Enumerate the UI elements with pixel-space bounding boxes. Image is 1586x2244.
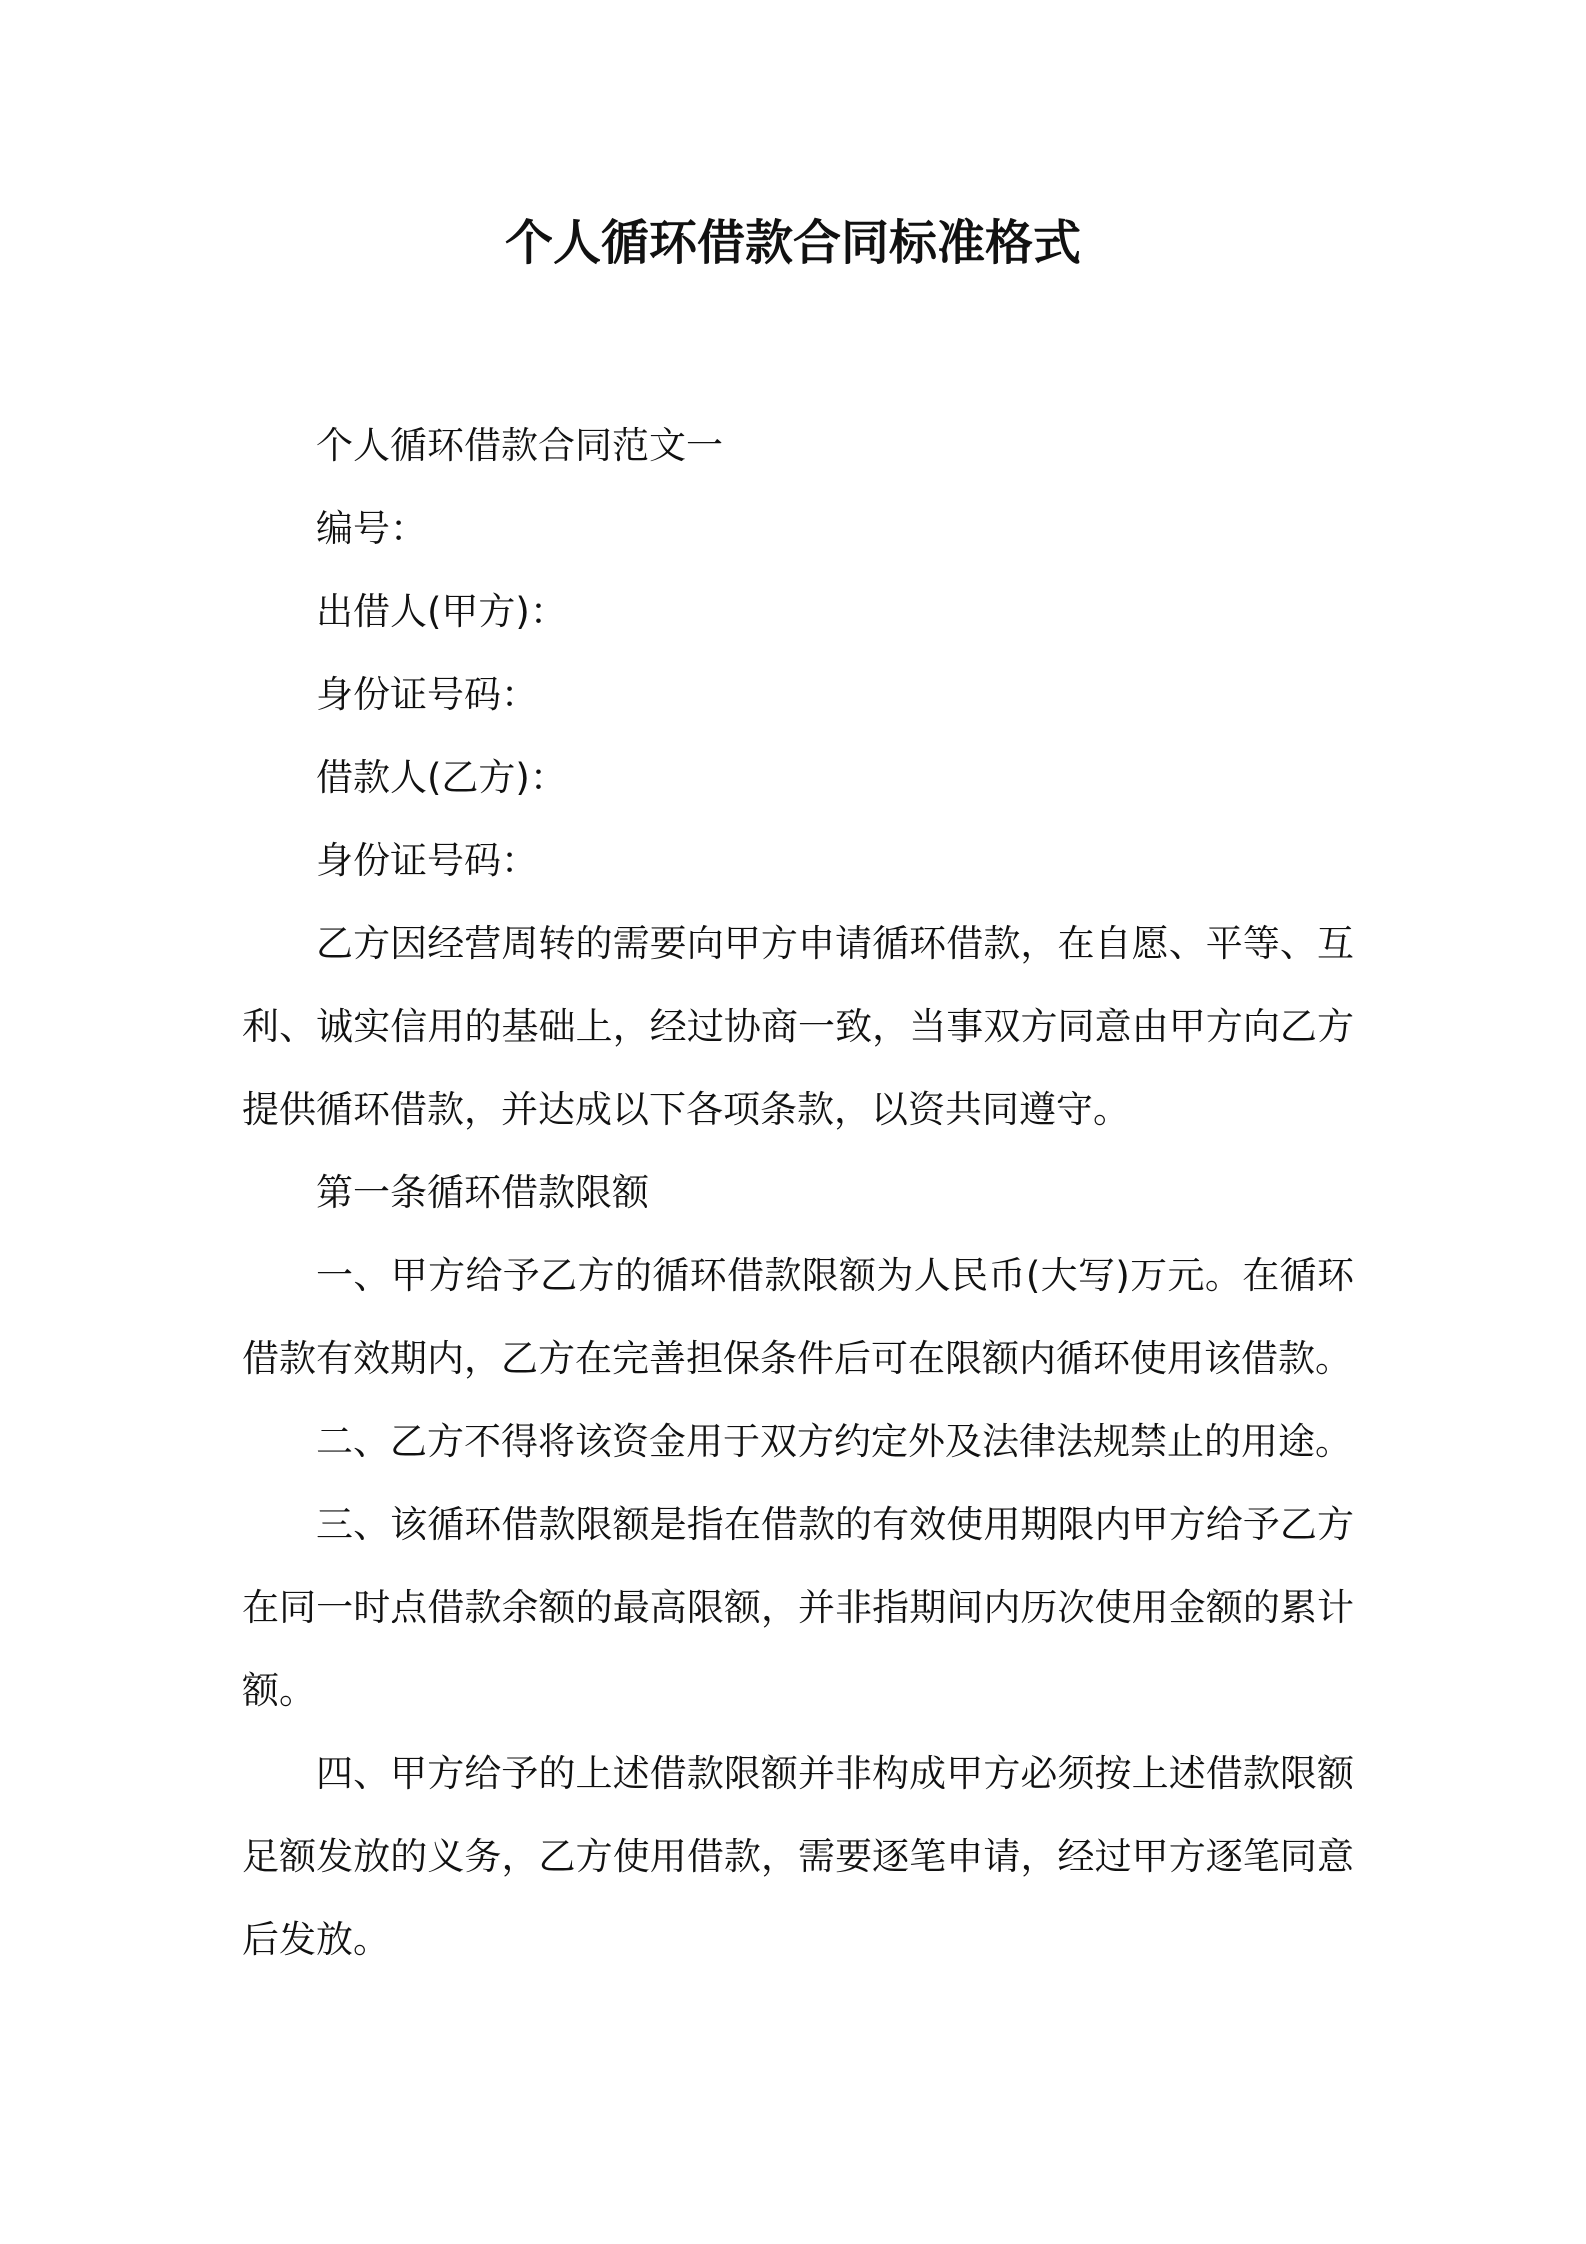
article-1-clause-2: 二、乙方不得将该资金用于双方约定外及法律法规禁止的用途。 <box>316 1420 1352 1463</box>
article-1-clause-3: 三、该循环借款限额是指在借款的有效使用期限内甲方给予乙方在同一时点借款余额的最高限额，并非指期间内历次使用金额的累计额。 <box>242 1503 1354 1712</box>
lender-id-label: 身份证号码： <box>316 673 538 716</box>
contract-subtitle: 个人循环借款合同范文一 <box>316 424 723 467</box>
lender-label: 出借人(甲方)： <box>316 590 567 633</box>
article-1-heading: 第一条循环借款限额 <box>316 1171 649 1214</box>
document-title: 个人循环借款合同标准格式 <box>504 215 1081 271</box>
article-1-clause-4: 四、甲方给予的上述借款限额并非构成甲方必须按上述借款限额足额发放的义务，乙方使用借款，需要逐笔申请，经过甲方逐笔同意后发放。 <box>242 1752 1354 1961</box>
document-body <box>242 404 1354 1981</box>
contract-number-label: 编号： <box>316 507 427 550</box>
borrower-label: 借款人(乙方)： <box>316 756 567 799</box>
borrower-id-label: 身份证号码： <box>316 839 538 882</box>
preamble-paragraph: 乙方因经营周转的需要向甲方申请循环借款，在自愿、平等、互利、诚实信用的基础上，经过协商一致，当事双方同意由甲方向乙方提供循环借款，并达成以下各项条款，以资共同遵守。 <box>242 922 1354 1131</box>
article-1-clause-1: 一、甲方给予乙方的循环借款限额为人民币(大写)万元。在循环借款有效期内，乙方在完善担保条件后可在限额内循环使用该借款。 <box>242 1254 1354 1380</box>
